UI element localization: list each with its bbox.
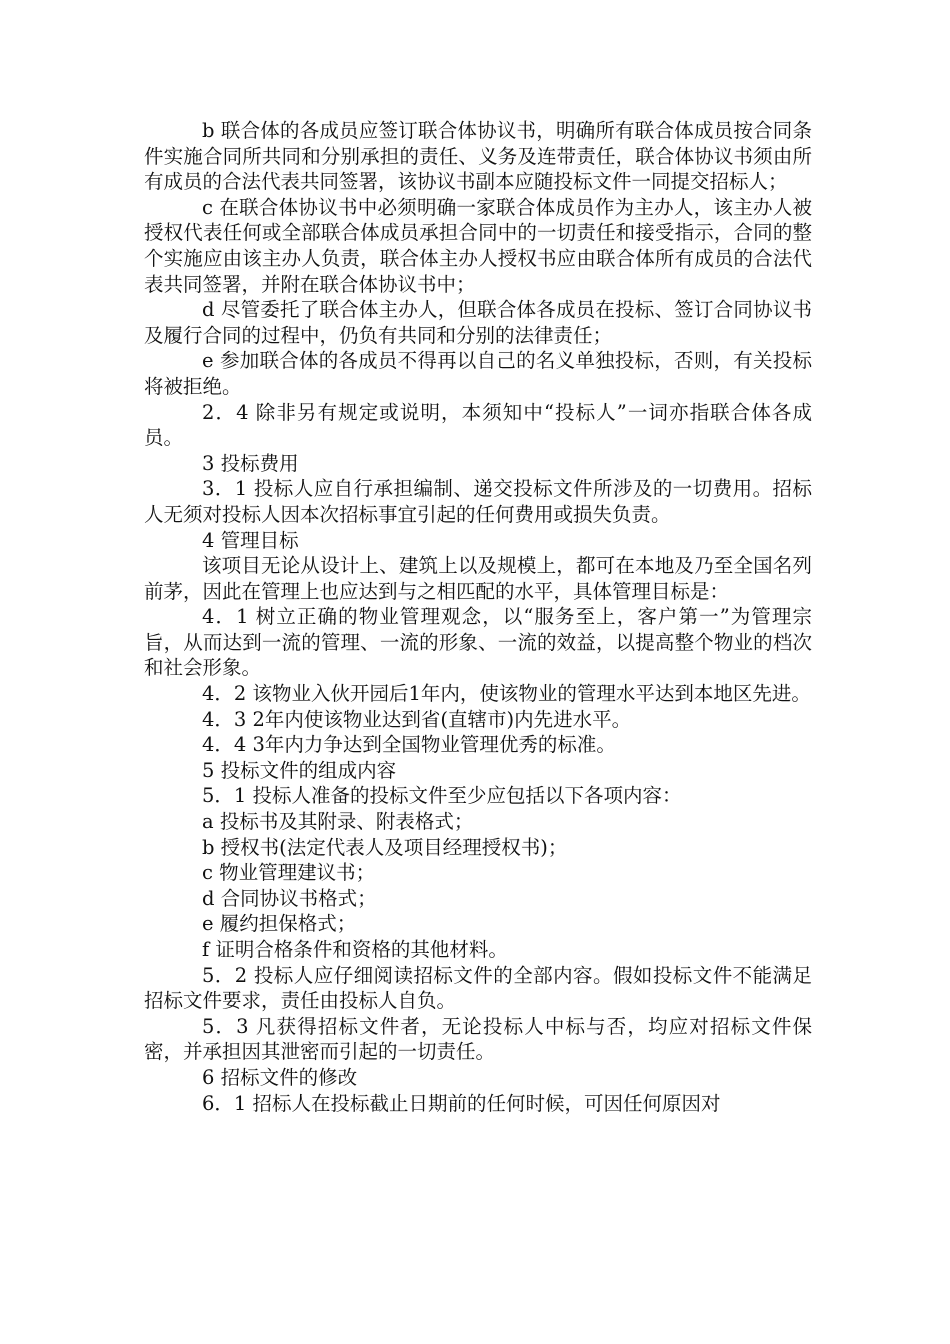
list-item-c: c 物业管理建议书； <box>202 861 376 885</box>
paragraph-4-4: 4．4 3年内力争达到全国物业管理优秀的标准。 <box>202 733 616 757</box>
paragraph-4-3: 4．3 2年内使该物业达到省(直辖市)内先进水平。 <box>202 707 632 731</box>
paragraph-consortium-agreement: b 联合体的各成员应签订联合体协议书，明确所有联合体成员按合同条件实施合同所共同和分别承担的责任、义务及连带责任，联合体协议书须由所有成员的合法代表共同签署，该协议书副本应随投标文件一同提交招标人； <box>144 119 812 194</box>
list-item-a: a 投标书及其附录、附表格式； <box>202 810 474 834</box>
paragraph-5-3: 5．3 凡获得招标文件者，无论投标人中标与否，均应对招标文件保密，并承担因其泄密而引起的一切责任。 <box>144 1014 812 1064</box>
list-item-b: b 授权书(法定代表人及项目经理授权书)； <box>202 835 568 859</box>
paragraph-5-1: 5．1 投标人准备的投标文件至少应包括以下各项内容： <box>202 784 682 808</box>
paragraph-consortium-leader: c 在联合体协议书中必须明确一家联合体成员作为主办人，该主办人被授权代表任何或全部联合体成员承担合同中的一切责任和接受指示，合同的整个实施应由该主办人负责，联合体主办人授权书应由联合体所有成员的合法代表共同签署，并附在联合体协议书中； <box>144 195 812 296</box>
document-body <box>144 118 812 1116</box>
paragraph-6-1: 6．1 招标人在投标截止日期前的任何时候，可因任何原因对 <box>202 1091 721 1115</box>
paragraph-joint-liability: d 尽管委托了联合体主办人，但联合体各成员在投标、签订合同协议书及履行合同的过程中，仍负有共同和分别的法律责任； <box>144 298 812 347</box>
paragraph-no-separate-bid: e 参加联合体的各成员不得再以自己的名义单独投标，否则，有关投标将被拒绝。 <box>144 349 812 398</box>
paragraph-2-4: 2．4 除非另有规定或说明，本须知中“投标人”一词亦指联合体各成员。 <box>144 400 812 450</box>
paragraph-4-1: 4．1 树立正确的物业管理观念，以“服务至上，客户第一”为管理宗旨，从而达到一流的管理、一流的形象、一流的效益，以提高整个物业的档次和社会形象。 <box>144 605 812 680</box>
heading-tender-document-amendment: 6 招标文件的修改 <box>202 1065 358 1089</box>
list-item-d: d 合同协议书格式； <box>202 886 377 910</box>
heading-bid-costs: 3 投标费用 <box>202 451 299 475</box>
paragraph-5-2: 5．2 投标人应仔细阅读招标文件的全部内容。假如投标文件不能满足招标文件要求，责任由投标人自负。 <box>144 963 812 1013</box>
list-item-e: e 履约担保格式； <box>202 912 357 936</box>
heading-management-goals: 4 管理目标 <box>202 528 299 552</box>
paragraph-goals-intro: 该项目无论从设计上、建筑上以及规模上，都可在本地及乃至全国名列前茅，因此在管理上也应达到与之相匹配的水平，具体管理目标是： <box>144 554 812 603</box>
paragraph-4-2: 4．2 该物业入伙开园后1年内，使该物业的管理水平达到本地区先进。 <box>202 682 811 706</box>
heading-bid-document-contents: 5 投标文件的组成内容 <box>202 758 397 782</box>
paragraph-3-1: 3．1 投标人应自行承担编制、递交投标文件所涉及的一切费用。招标人无须对投标人因本次招标事宜引起的任何费用或损失负责。 <box>144 477 812 526</box>
list-item-f: f 证明合格条件和资格的其他材料。 <box>202 938 508 961</box>
